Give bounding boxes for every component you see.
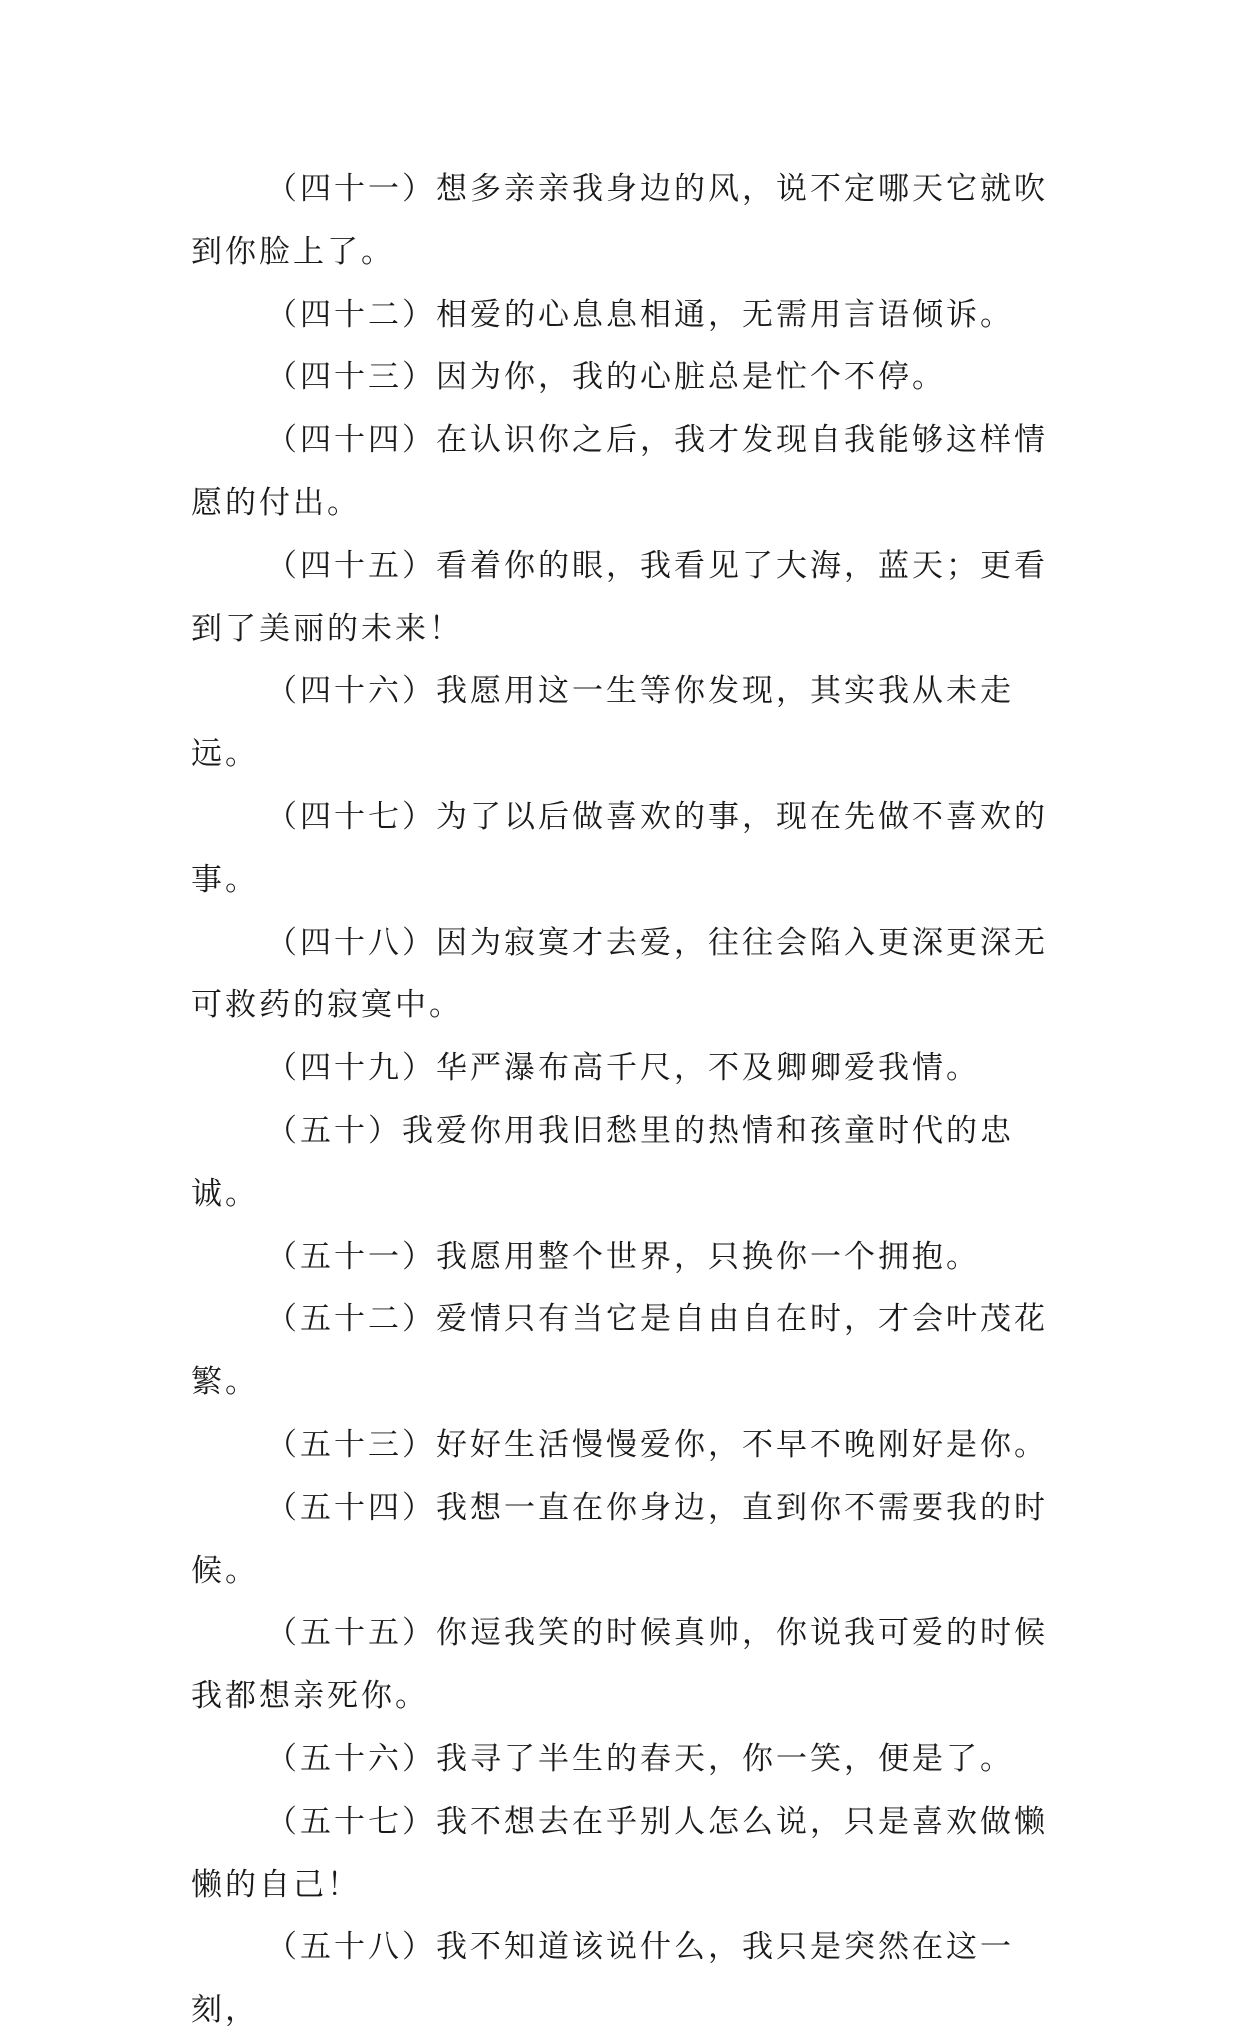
paragraph-56: （五十六）我寻了半生的春天，你一笑，便是了。 bbox=[266, 1740, 1014, 1777]
paragraph-51: （五十一）我愿用整个世界，只换你一个拥抱。 bbox=[266, 1238, 980, 1275]
paragraph-42: （四十二）相爱的心息息相通，无需用言语倾诉。 bbox=[266, 296, 1014, 333]
paragraph-58: （五十八）我不知道该说什么，我只是突然在这一刻， bbox=[191, 1929, 1014, 2029]
paragraph-43: （四十三）因为你，我的心脏总是忙个不停。 bbox=[266, 359, 946, 396]
paragraph-46: （四十六）我愿用这一生等你发现，其实我从未走远。 bbox=[191, 673, 1014, 773]
paragraph-44: （四十四）在认识你之后，我才发现自我能够这样情愿的付出。 bbox=[191, 422, 1048, 521]
paragraph-41: （四十一）想多亲亲我身边的风，说不定哪天它就吹到你脸上了。 bbox=[191, 171, 1048, 270]
paragraph-49: （四十九）华严瀑布高千尺，不及卿卿爱我情。 bbox=[266, 1050, 980, 1087]
paragraph-57: （五十七）我不想去在乎别人怎么说，只是喜欢做懒懒的自己！ bbox=[191, 1803, 1048, 1903]
paragraph-45: （四十五）看着你的眼，我看见了大海，蓝天；更看到了美丽的未来！ bbox=[191, 547, 1048, 647]
paragraph-53: （五十三）好好生活慢慢爱你，不早不晚刚好是你。 bbox=[266, 1426, 1048, 1463]
paragraph-50: （五十）我爱你用我旧愁里的热情和孩童时代的忠诚。 bbox=[191, 1112, 1014, 1212]
paragraph-47: （四十七）为了以后做喜欢的事，现在先做不喜欢的事。 bbox=[191, 798, 1048, 898]
paragraph-52: （五十二）爱情只有当它是自由自在时，才会叶茂花繁。 bbox=[191, 1301, 1048, 1401]
paragraph-48: （四十八）因为寂寞才去爱，往往会陷入更深更深无可救药的寂寞中。 bbox=[191, 924, 1048, 1024]
paragraph-54: （五十四）我想一直在你身边，直到你不需要我的时候。 bbox=[191, 1489, 1048, 1589]
document-body bbox=[191, 158, 1071, 2042]
paragraph-55: （五十五）你逗我笑的时候真帅，你说我可爱的时候我都想亲死你。 bbox=[191, 1615, 1048, 1715]
